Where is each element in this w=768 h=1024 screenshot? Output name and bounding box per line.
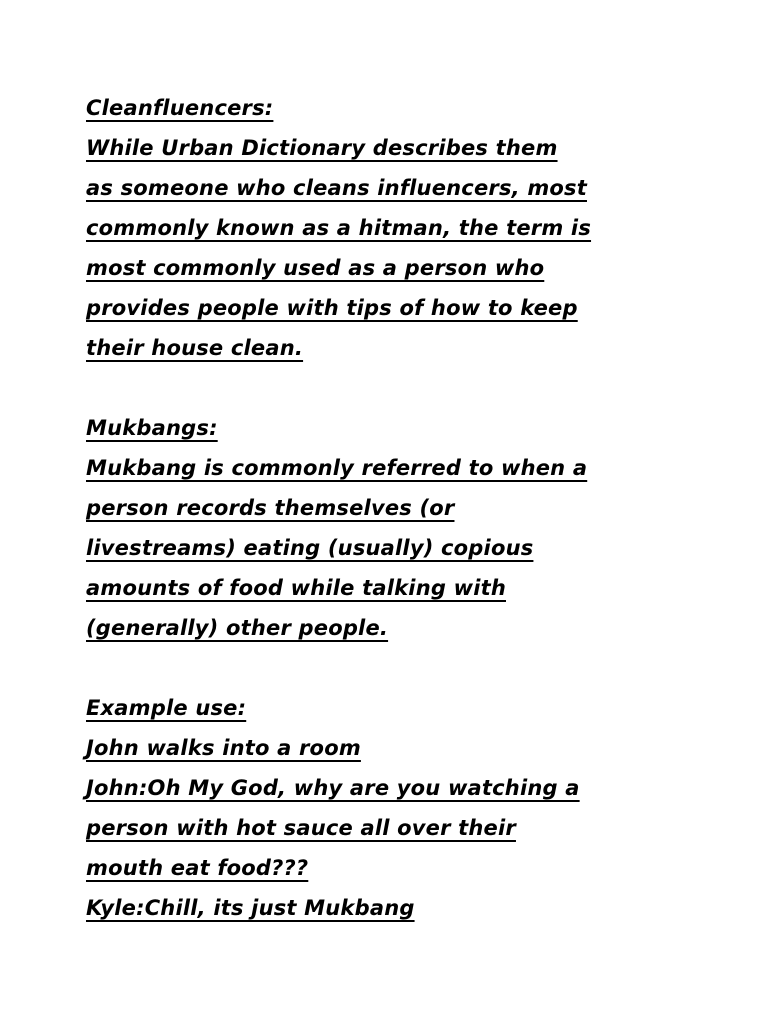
text-line: amounts of food while talking with (86, 576, 506, 600)
text-line: as someone who cleans influencers, most (86, 176, 587, 200)
section-heading: Example use: (86, 696, 247, 720)
section-cleanfluencers (86, 88, 646, 368)
text-line: their house clean. (86, 336, 304, 360)
paragraph-gap (86, 648, 646, 688)
text-line: most commonly used as a person who (86, 256, 545, 280)
text-line: person with hot sauce all over their (86, 816, 516, 840)
text-line: (generally) other people. (86, 616, 389, 640)
text-line: While Urban Dictionary describes them (86, 136, 558, 160)
section-heading: Mukbangs: (86, 416, 218, 440)
text-line: mouth eat food??? (86, 856, 309, 880)
document-page (86, 88, 646, 928)
text-line: Mukbang is commonly referred to when a (86, 456, 588, 480)
text-line: John:Oh My God, why are you watching a (86, 776, 580, 800)
text-line: livestreams) eating (usually) copious (86, 536, 534, 560)
text-line: Kyle:Chill, its just Mukbang (86, 896, 415, 920)
text-line: person records themselves (or (86, 496, 455, 520)
text-line: commonly known as a hitman, the term is (86, 216, 592, 240)
section-heading: Cleanfluencers: (86, 96, 274, 120)
section-example-use (86, 688, 646, 928)
section-mukbangs (86, 408, 646, 648)
text-line: John walks into a room (86, 736, 361, 760)
paragraph-gap (86, 368, 646, 408)
text-line: provides people with tips of how to keep (86, 296, 578, 320)
